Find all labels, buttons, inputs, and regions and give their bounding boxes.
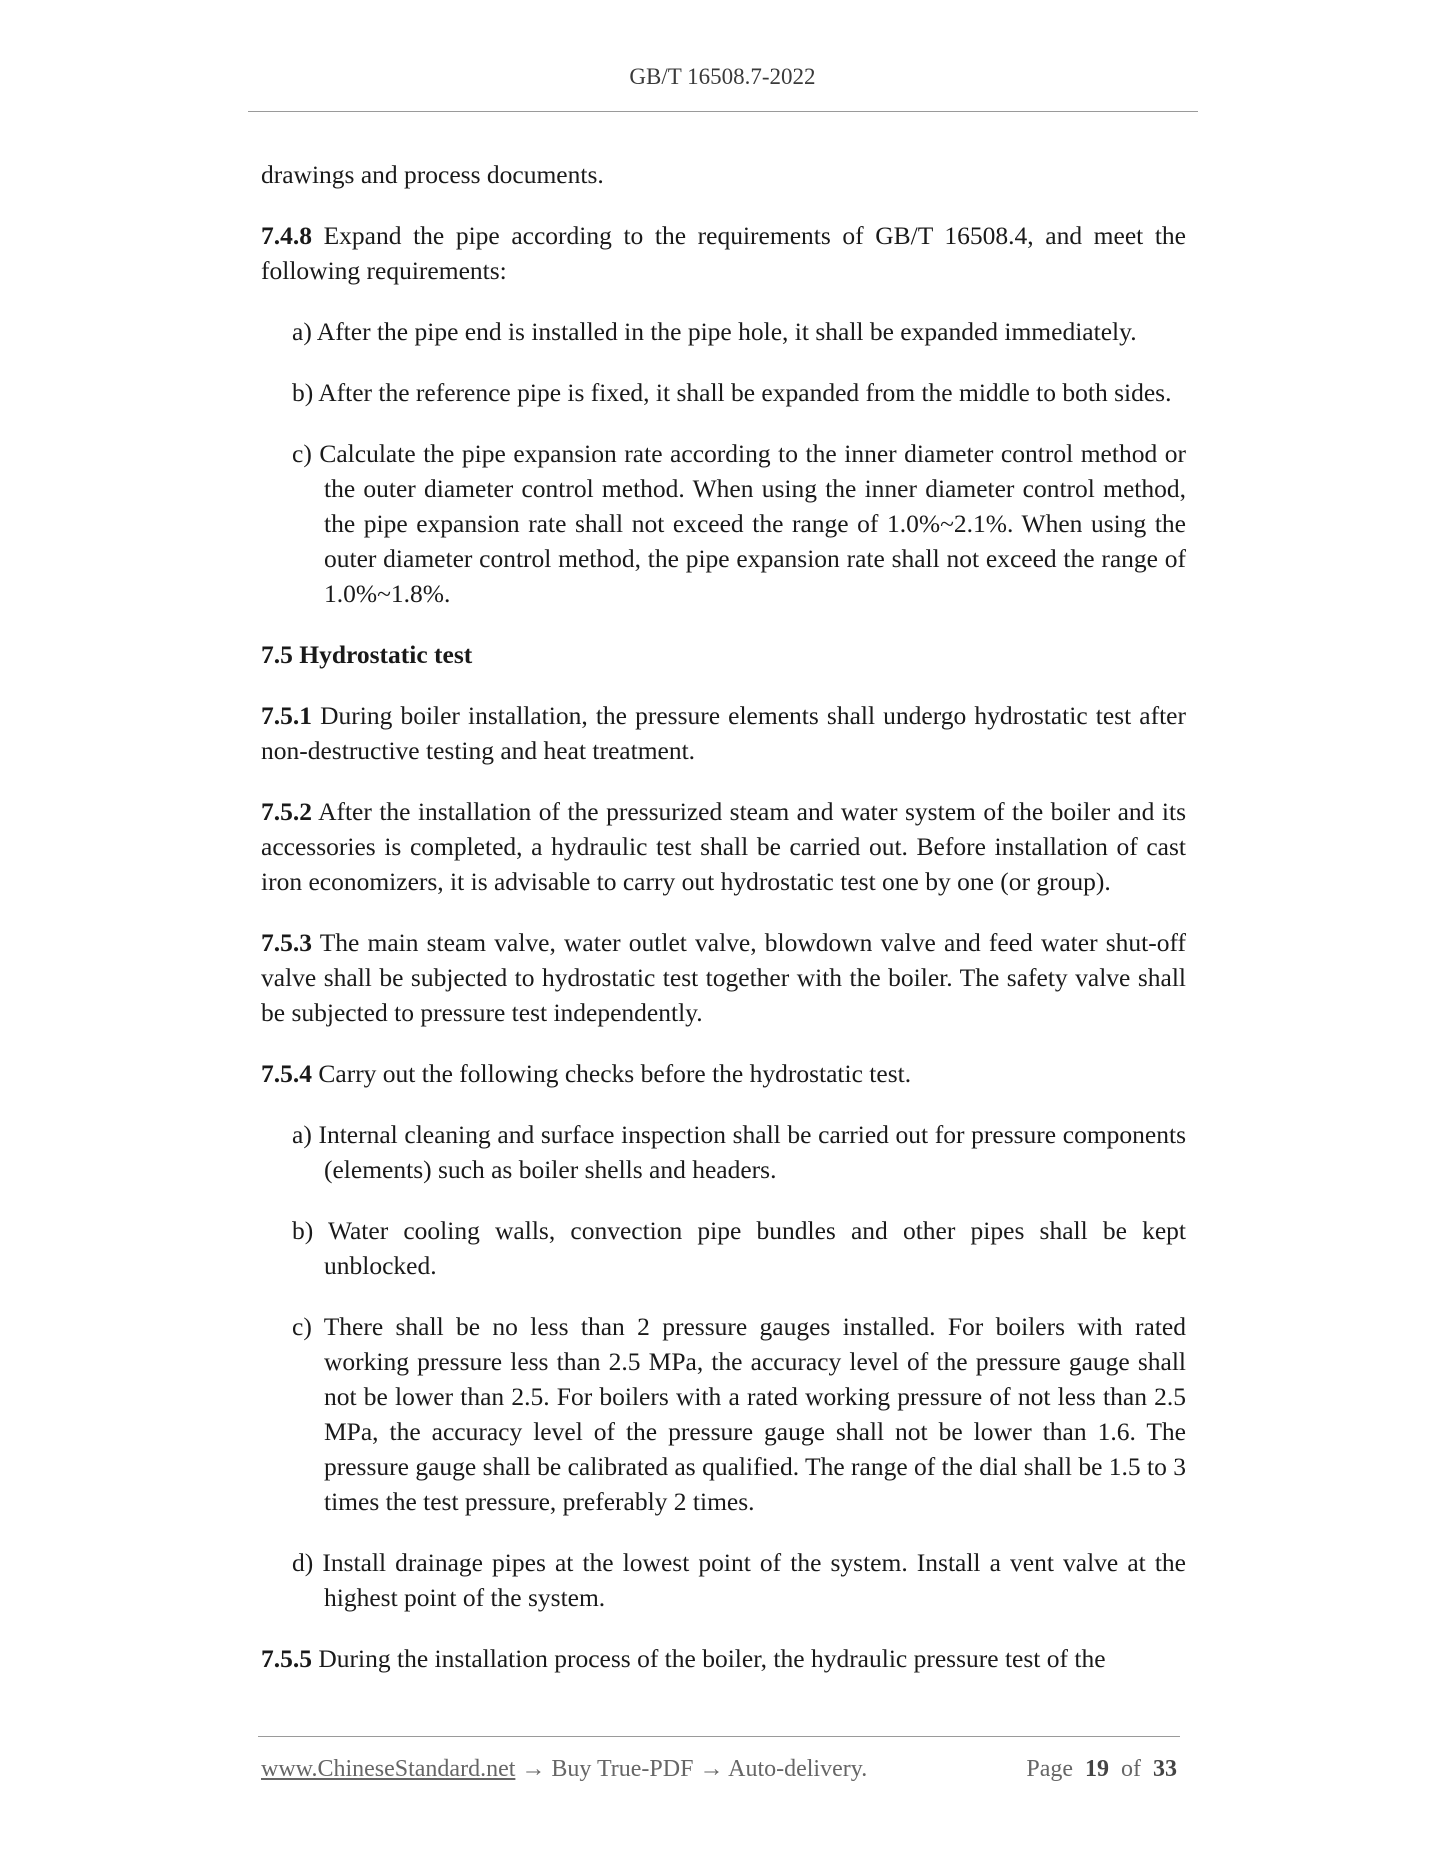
- paragraph-continuation: drawings and process documents.: [261, 160, 604, 189]
- clause-7-5-1: [261, 698, 1186, 768]
- running-header: GB/T 16508.7-2022: [629, 64, 816, 89]
- header-divider: [248, 111, 1198, 112]
- of-word: of: [1121, 1756, 1141, 1782]
- list-item-7-5-4-a: a) Internal cleaning and surface inspection shall be carried out for pressure components (elements) such as boiler shells and headers.: [292, 1120, 1186, 1184]
- clause-7-5-3: [261, 925, 1186, 1030]
- clause-7-5-2: [261, 794, 1186, 899]
- clause-number: 7.5.5: [261, 1644, 312, 1673]
- clause-number: 7.4.8: [261, 221, 312, 250]
- clause-7-4-8: [261, 218, 1186, 288]
- list-item-7-5-4-c: c) There shall be no less than 2 pressure gauges installed. For boilers with rated working pressure less than 2.5 MPa, the accuracy level of the pressure gauge shall not be lower than 2.5. For boilers with a rated working pressure of not less than 2.5 MPa, the accuracy level of the pressure gauge shall not be lower than 1.6. The pressure gauge shall be calibrated as qualified. The range of the dial shall be 1.5 to 3 times the test pressure, preferably 2 times.: [292, 1312, 1186, 1516]
- clause-number: 7.5.4: [261, 1059, 312, 1088]
- footer-promo: [261, 1756, 867, 1783]
- page-footer: [261, 1756, 1181, 1786]
- list-item-7-5-4-d: d) Install drainage pipes at the lowest point of the system. Install a vent valve at the highest point of the system.: [292, 1548, 1186, 1612]
- clause-number: 7.5.2: [261, 797, 312, 826]
- list-item-7-5-4-b: b) Water cooling walls, convection pipe bundles and other pipes shall be kept unblocked.: [292, 1216, 1186, 1280]
- page-word: Page: [1026, 1756, 1073, 1782]
- clause-text: During boiler installation, the pressure elements shall undergo hydrostatic test after non-destructive testing and heat treatment.: [261, 701, 1186, 765]
- current-page: 19: [1085, 1756, 1109, 1782]
- section-heading-7-5: 7.5 Hydrostatic test: [261, 640, 473, 669]
- page-body: [261, 157, 1186, 1702]
- list-item-7-4-8-a: a) After the pipe end is installed in the pipe hole, it shall be expanded immediately.: [292, 317, 1137, 346]
- clause-text: The main steam valve, water outlet valve, blowdown valve and feed water shut-off valve shall be subjected to hydrostatic test together with the boiler. The safety valve shall be subjected to pressure test independently.: [261, 928, 1186, 1027]
- clause-text: Carry out the following checks before the hydrostatic test.: [312, 1059, 912, 1088]
- clause-text: During the installation process of the boiler, the hydraulic pressure test of the: [312, 1644, 1106, 1673]
- list-item-7-4-8-b: b) After the reference pipe is fixed, it shall be expanded from the middle to both sides.: [292, 378, 1172, 407]
- list-item-7-4-8-c: c) Calculate the pipe expansion rate according to the inner diameter control method or the outer diameter control method. When using the inner diameter control method, the pipe expansion rate shall not exceed the range of 1.0%~2.1%. When using the outer diameter control method, the pipe expansion rate shall not exceed the range of 1.0%~1.8%.: [292, 439, 1186, 608]
- footer-promo-text: → Buy True-PDF → Auto-delivery.: [515, 1756, 868, 1782]
- total-pages: 33: [1153, 1756, 1177, 1782]
- clause-number: 7.5.3: [261, 928, 312, 957]
- clause-number: 7.5.1: [261, 701, 312, 730]
- clause-text: Expand the pipe according to the requirements of GB/T 16508.4, and meet the following requirements:: [261, 221, 1186, 285]
- clause-7-5-5: [261, 1641, 1186, 1676]
- website-link[interactable]: www.ChineseStandard.net: [261, 1756, 516, 1782]
- clause-text: After the installation of the pressurized steam and water system of the boiler and its accessories is completed, a hydraulic test shall be carried out. Before installation of cast iron economizers, it is advisable to carry out hydrostatic test one by one (or group).: [261, 797, 1186, 896]
- page-number: [1026, 1756, 1177, 1783]
- clause-7-5-4: [261, 1056, 1186, 1091]
- footer-divider: [258, 1736, 1180, 1737]
